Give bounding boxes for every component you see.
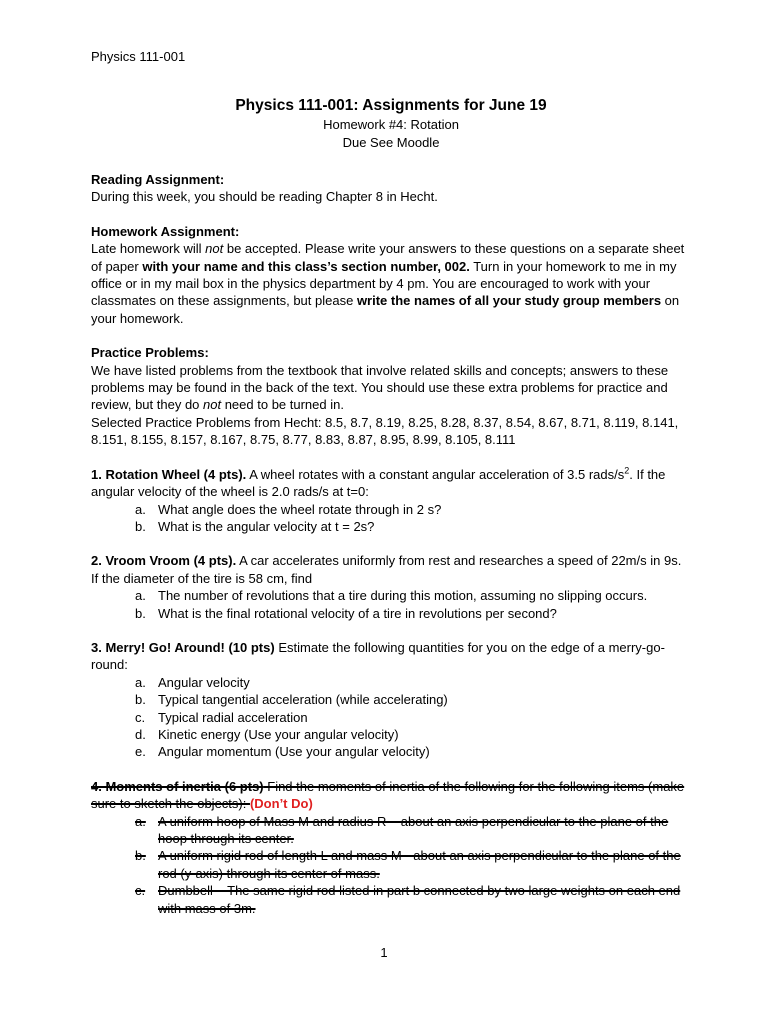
homework-text — [91, 240, 691, 327]
question-4-text: Find the moments of inertia of the following for the following items (make sure to sketch the objects): — [91, 778, 685, 812]
question-1-superscript: 2 — [624, 465, 630, 476]
list-item — [91, 709, 691, 726]
item-text: Typical tangential acceleration (while accelerating) — [158, 692, 448, 708]
question-3-items — [91, 674, 691, 761]
homework-text-part: on your homework. — [91, 293, 680, 326]
item-text: Angular velocity — [158, 674, 250, 690]
reading-text: During this week, you should be reading Chapter 8 in Hecht. — [91, 189, 438, 205]
item-marker: b. — [135, 605, 146, 621]
running-header: Physics 111-001 — [91, 49, 186, 64]
question-1-text: . If the angular velocity of the wheel is 2.0 rads/s at t=0: — [91, 466, 666, 500]
question-2-title: 2. Vroom Vroom (4 pts). — [91, 553, 237, 569]
reading-heading: Reading Assignment: — [91, 172, 225, 187]
practice-text — [91, 362, 691, 414]
document-body — [91, 96, 691, 917]
question-3 — [91, 639, 691, 674]
homework-not-emphasis: not — [205, 241, 224, 257]
homework-text-part: Late homework will — [91, 241, 206, 257]
question-1-text: A wheel rotates with a constant angular acceleration of 3.5 rads/s — [246, 466, 625, 482]
item-text: Angular momentum (Use your angular velocity) — [158, 744, 430, 760]
homework-study-group: write the names of all your study group members — [356, 293, 662, 309]
list-item — [91, 587, 691, 604]
item-marker: c. — [135, 883, 146, 899]
question-2 — [91, 552, 691, 587]
item-marker: c. — [135, 709, 146, 725]
question-3-title: 3. Merry! Go! Around! (10 pts) — [91, 639, 275, 655]
list-item — [91, 691, 691, 708]
homework-subtitle: Homework #4: Rotation — [323, 117, 459, 132]
question-4-title: 4. Moments of inertia (6 pts) — [91, 778, 264, 794]
dont-do-label: (Don’t Do) — [249, 796, 313, 812]
item-text: A uniform hoop of Mass M and radius R – about an axis perpendicular to the plane of the hoop through its center. — [158, 813, 669, 846]
item-marker: a. — [135, 813, 146, 829]
document-title: Physics 111-001: Assignments for June 19 — [235, 97, 547, 114]
practice-text-part: need to be turned in. — [221, 397, 344, 413]
item-marker: a. — [135, 588, 146, 604]
practice-problem-list: Selected Practice Problems from Hecht: 8.5, 8.7, 8.19, 8.25, 8.28, 8.37, 8.54, 8.67, 8.71, 8.119, 8.141, 8.151, 8.155, 8.157, 8.167, 8.75, 8.77, 8.83, 8.87, 8.95, 8.99, 8.105, 8.111 — [91, 414, 679, 448]
item-marker: a. — [135, 501, 146, 517]
question-2-text: A car accelerates uniformly from rest and researches a speed of 22m/s in 9s. If the diameter of the tire is 58 cm, find — [91, 553, 682, 586]
homework-heading: Homework Assignment: — [91, 223, 240, 239]
item-text: What is the final rotational velocity of a tire in revolutions per second? — [158, 605, 557, 621]
item-text: The number of revolutions that a tire during this motion, assuming no slipping occurs. — [158, 588, 648, 604]
list-item — [91, 518, 691, 535]
list-item — [91, 743, 691, 760]
item-marker: a. — [135, 674, 146, 690]
question-4 — [91, 778, 691, 813]
item-marker: b. — [135, 848, 146, 864]
practice-not-emphasis: not — [203, 397, 222, 413]
list-item — [91, 726, 691, 743]
homework-text-part: be accepted. Please write your answers to these questions on a separate sheet of paper — [91, 241, 685, 274]
question-3-text: Estimate the following quantities for you on the edge of a merry-go-round: — [91, 639, 665, 673]
item-marker: d. — [135, 726, 146, 742]
page-number: 1 — [380, 945, 388, 960]
item-text: Dumbbell – The same rigid rod listed in part b connected by two large weights on each end with mass of 3m. — [158, 883, 681, 916]
question-1-items — [91, 501, 691, 536]
item-text: Kinetic energy (Use your angular velocity) — [158, 726, 399, 742]
due-subtitle: Due See Moodle — [342, 135, 440, 150]
question-4-items — [91, 813, 691, 917]
item-marker: e. — [135, 744, 146, 760]
item-text: What angle does the wheel rotate through in 2 s? — [158, 501, 442, 517]
item-text: Typical radial acceleration — [158, 709, 308, 725]
practice-text-part: We have listed problems from the textbook that involve related skills and concepts; answers to these problems may be found in the back of the text. You should use these extra problems for practice and review, but they do — [91, 362, 669, 413]
list-item — [91, 813, 691, 848]
list-item — [91, 501, 691, 518]
practice-heading: Practice Problems: — [91, 345, 209, 361]
question-1-title: 1. Rotation Wheel (4 pts). — [91, 466, 247, 482]
homework-name-section: with your name and this class’s section number, 002. — [142, 258, 470, 274]
item-marker: b. — [135, 692, 146, 708]
list-item — [91, 674, 691, 691]
item-text: What is the angular velocity at t = 2s? — [158, 518, 375, 534]
list-item — [91, 605, 691, 622]
list-item — [91, 882, 691, 917]
item-marker: b. — [135, 518, 146, 534]
question-1 — [91, 466, 691, 501]
homework-text-part: Turn in your homework to me in my office or in my mail box in the physics department by 4 pm. You are encouraged to work with your classmates on these assignments, but please — [91, 258, 677, 309]
list-item — [91, 847, 691, 882]
question-2-items — [91, 587, 691, 622]
item-text: A uniform rigid rod of length L and mass M - about an axis perpendicular to the plane of the rod (y-axis) through its center of mass. — [158, 848, 681, 881]
